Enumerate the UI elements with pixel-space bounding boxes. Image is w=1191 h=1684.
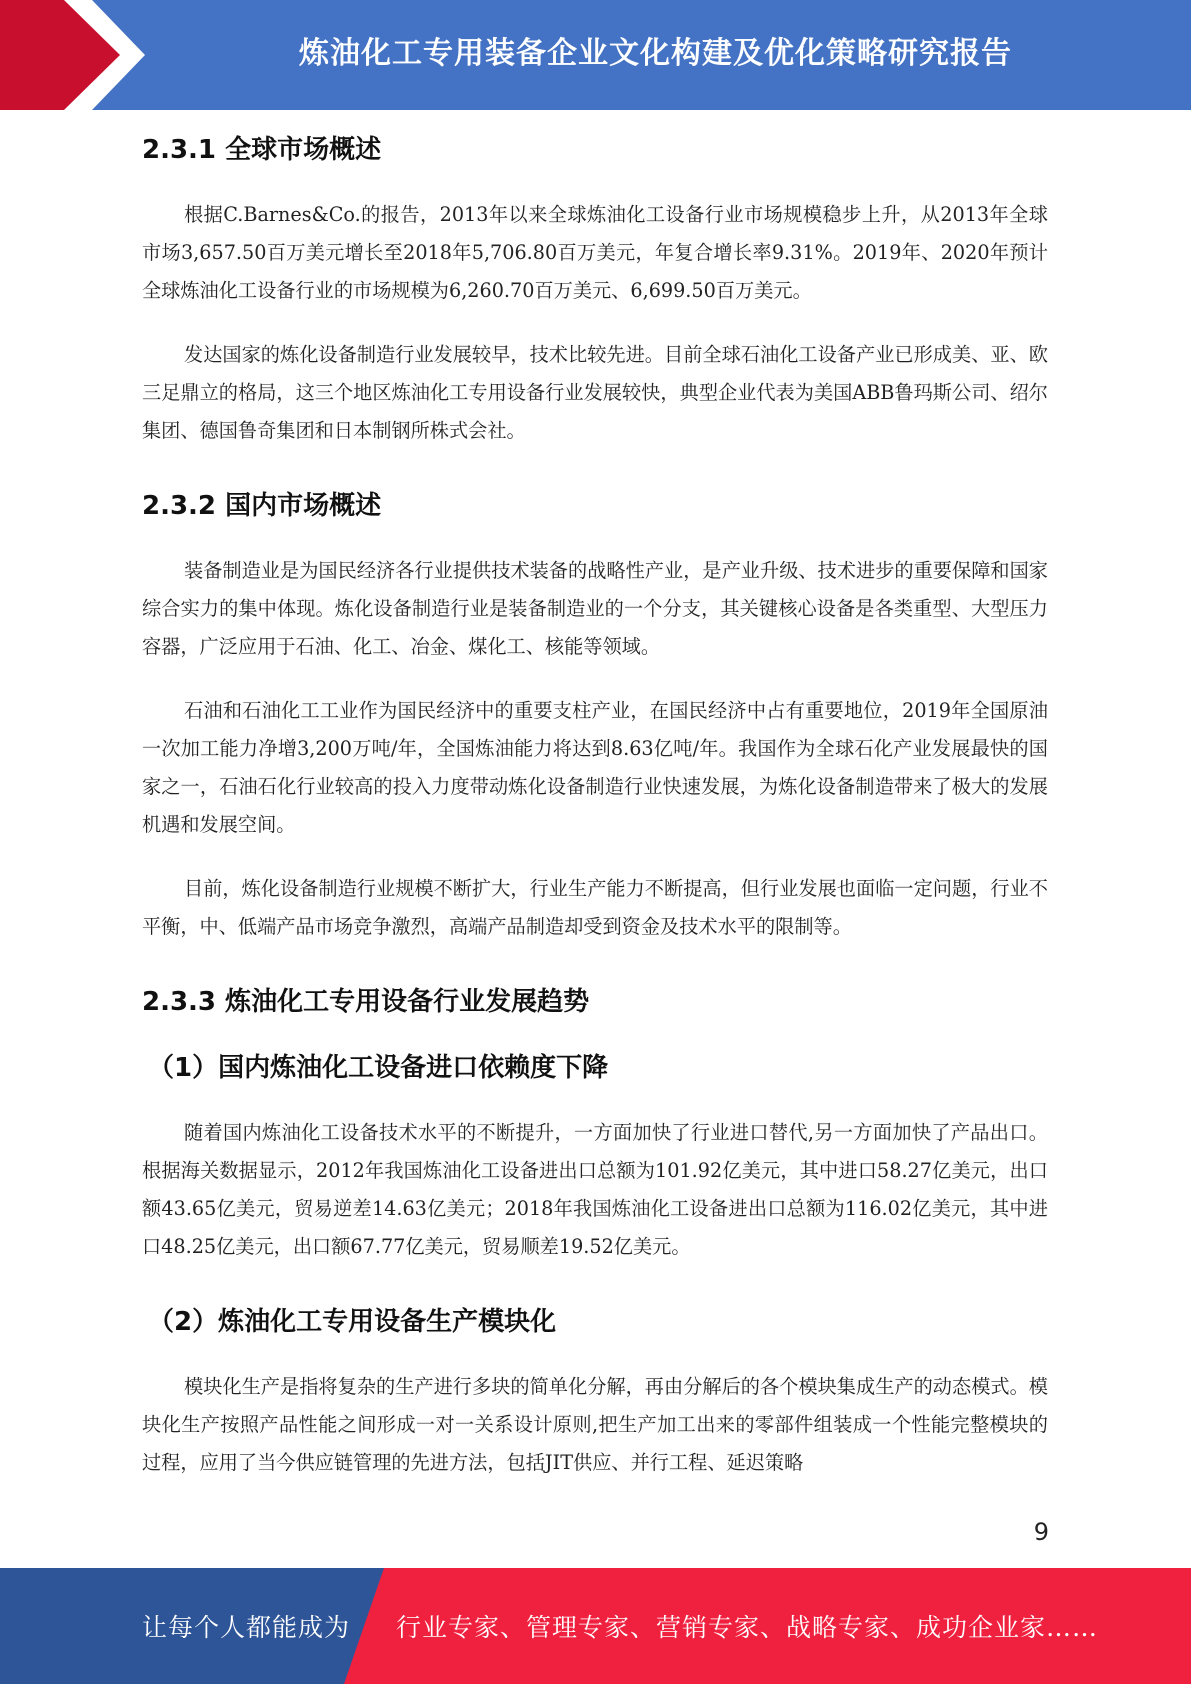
section-heading-2-3-1: 2.3.1 全球市场概述: [142, 135, 382, 165]
section-heading-2-3-3: 2.3.3 炼油化工专用设备行业发展趋势: [142, 987, 590, 1017]
subsection-heading-2: （2）炼油化工专用设备生产模块化: [148, 1307, 557, 1337]
document-body: [142, 124, 1048, 1482]
header-chevron-decoration: [0, 0, 160, 110]
footer-slogan-left: 让每个人都能成为: [142, 1613, 351, 1642]
page-footer: [0, 1568, 1191, 1684]
page-number: 9: [1033, 1518, 1049, 1546]
paragraph: 目前，炼化设备制造行业规模不断扩大，行业生产能力不断提高，但行业发展也面临一定问题，行业不平衡，中、低端产品市场竞争激烈，高端产品制造却受到资金及技术水平的限制等。: [142, 877, 1048, 938]
paragraph: 随着国内炼油化工设备技术水平的不断提升，一方面加快了行业进口替代,另一方面加快了产品出口。根据海关数据显示，2012年我国炼油化工设备进出口总额为101.92亿美元，其中进口58.27亿美元，出口额43.65亿美元，贸易逆差14.63亿美元；2018年我国炼油化工设备进出口总额为116.02亿美元，其中进口48.25亿美元，出口额67.77亿美元，贸易顺差19.52亿美元。: [142, 1121, 1048, 1258]
paragraph: 模块化生产是指将复杂的生产进行多块的简单化分解，再由分解后的各个模块集成生产的动态模式。模块化生产按照产品性能之间形成一对一关系设计原则,把生产加工出来的零部件组装成一个性能完整模块的过程，应用了当今供应链管理的先进方法，包括JIT供应、并行工程、延迟策略: [142, 1375, 1048, 1474]
paragraph: 装备制造业是为国民经济各行业提供技术装备的战略性产业，是产业升级、技术进步的重要保障和国家综合实力的集中体现。炼化设备制造行业是装备制造业的一个分支，其关键核心设备是各类重型、大型压力容器，广泛应用于石油、化工、冶金、煤化工、核能等领域。: [142, 559, 1048, 658]
subsection-heading-1: （1）国内炼油化工设备进口依赖度下降: [148, 1053, 609, 1083]
paragraph: 根据C.Barnes&Co.的报告，2013年以来全球炼油化工设备行业市场规模稳步上升，从2013年全球市场3,657.50百万美元增长至2018年5,706.80百万美元，年复合增长率9.31%。2019年、2020年预计全球炼油化工设备行业的市场规模为6,260.70百万美元、6,699.50百万美元。: [142, 203, 1048, 302]
report-title: 炼油化工专用装备企业文化构建及优化策略研究报告: [299, 36, 1012, 71]
paragraph: 发达国家的炼化设备制造行业发展较早，技术比较先进。目前全球石油化工设备产业已形成美、亚、欧三足鼎立的格局，这三个地区炼油化工专用设备行业发展较快，典型企业代表为美国ABB鲁玛斯公司、绍尔集团、德国鲁奇集团和日本制钢所株式会社。: [142, 343, 1048, 442]
footer-slogan-right: 行业专家、管理专家、营销专家、战略专家、成功企业家……: [396, 1613, 1099, 1642]
page-header: [0, 0, 1191, 110]
paragraph: 石油和石油化工工业作为国民经济中的重要支柱产业，在国民经济中占有重要地位，2019年全国原油一次加工能力净增3,200万吨/年，全国炼油能力将达到8.63亿吨/年。我国作为全球石化产业发展最快的国家之一，石油石化行业较高的投入力度带动炼化设备制造行业快速发展，为炼化设备制造带来了极大的发展机遇和发展空间。: [142, 699, 1048, 836]
section-heading-2-3-2: 2.3.2 国内市场概述: [142, 491, 382, 521]
